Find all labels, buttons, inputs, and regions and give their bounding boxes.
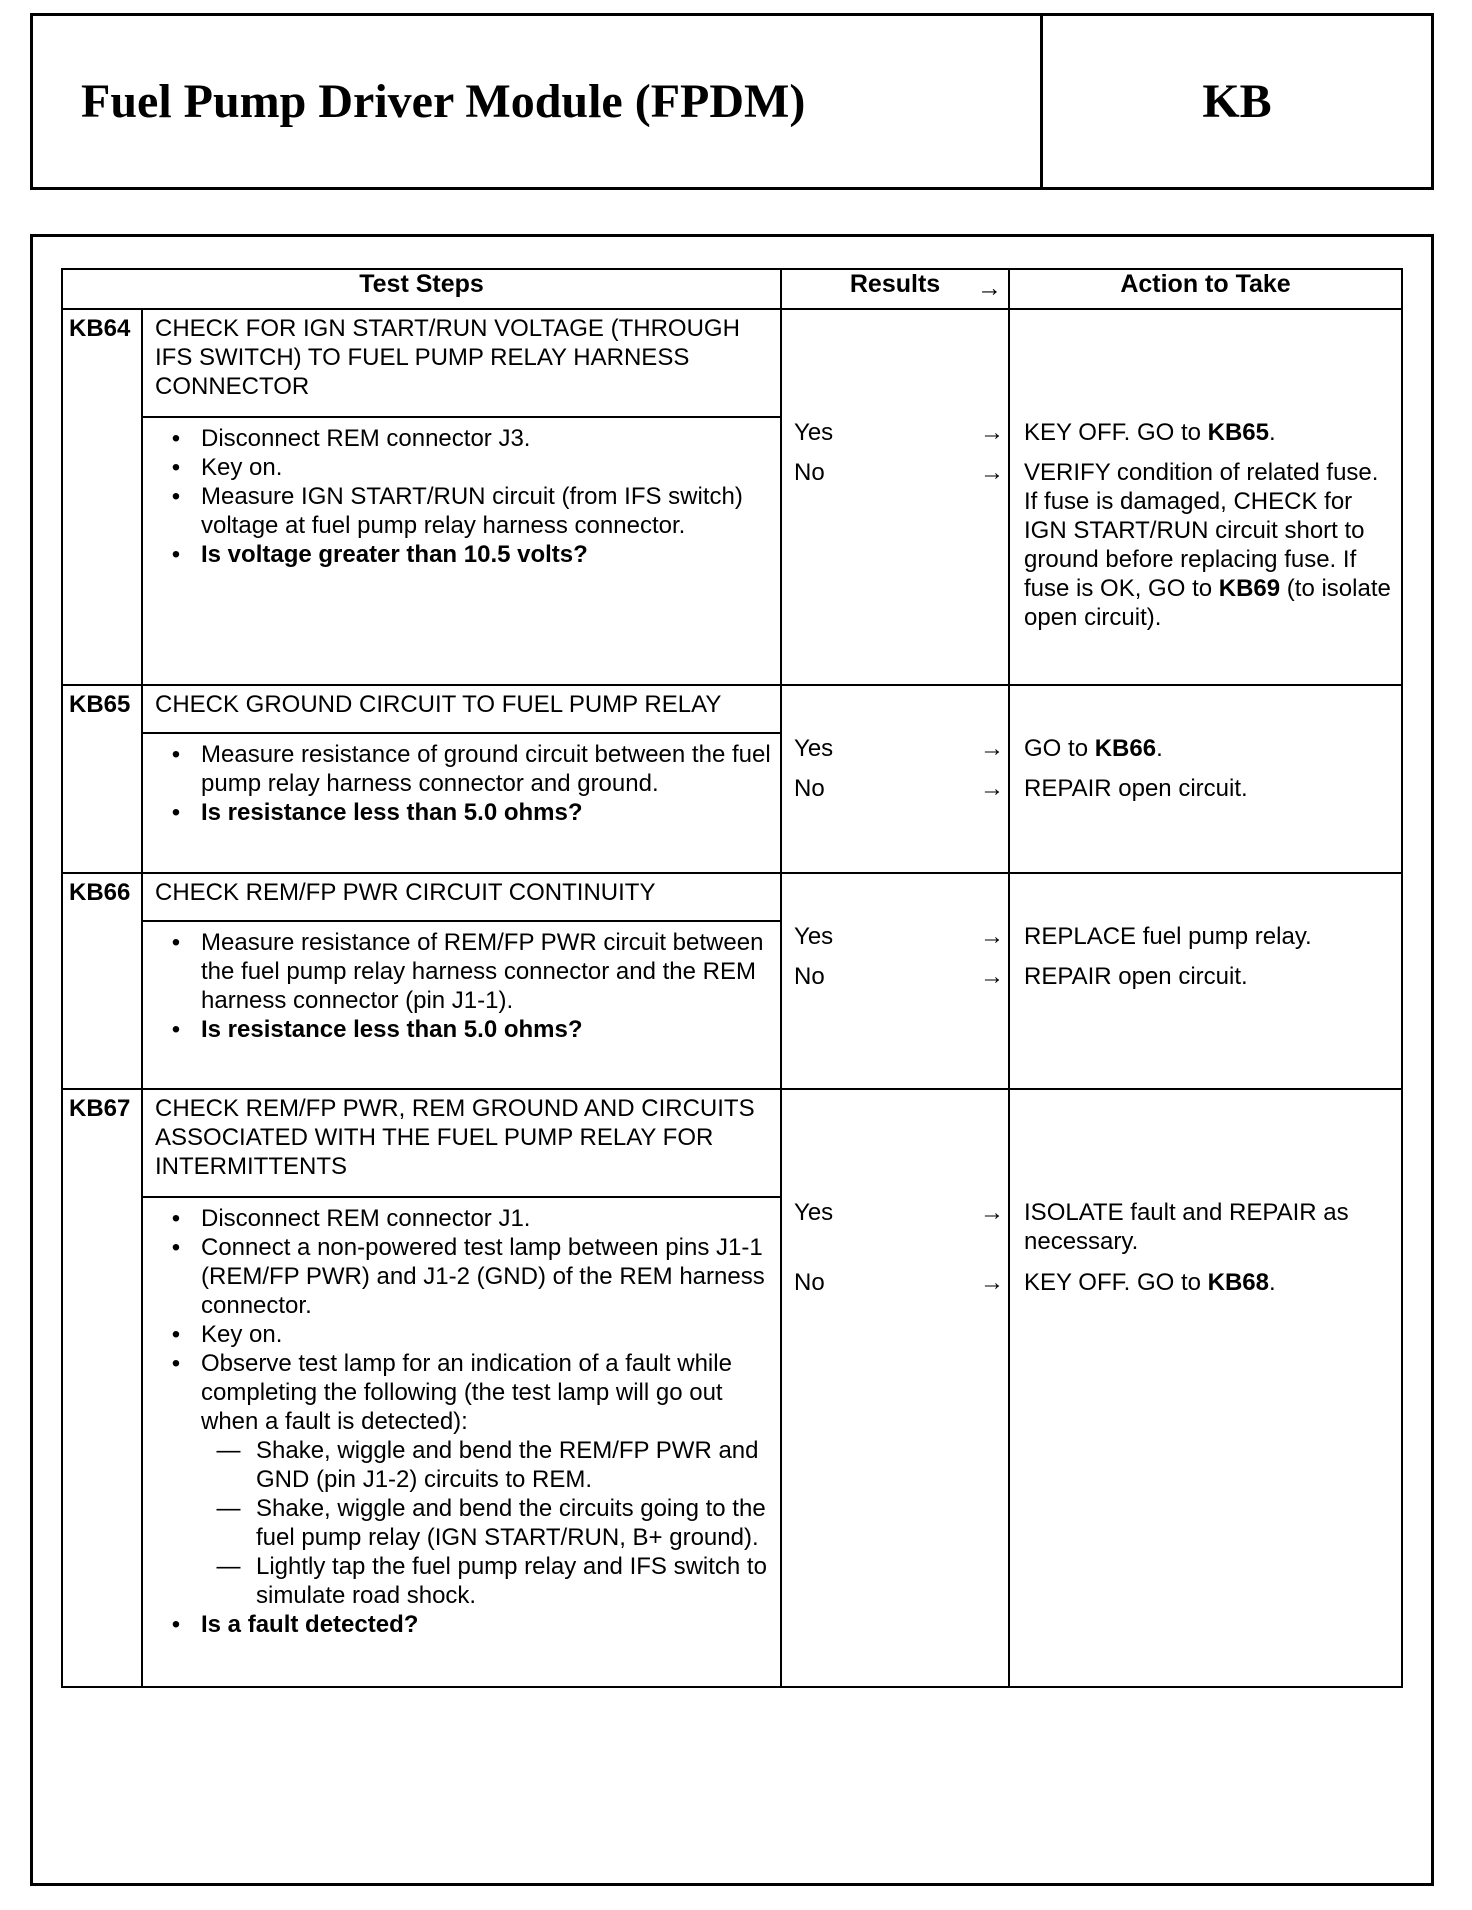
instruction: [151, 424, 772, 453]
step-title: CHECK REM/FP PWR CIRCUIT CONTINUITY: [142, 873, 781, 921]
action-text: [1024, 734, 1393, 763]
arrow-icon: →: [977, 274, 1003, 302]
step-title-row: [62, 685, 1402, 733]
instruction-text: Measure resistance of ground circuit between the fuel pump relay harness connector and ground.: [201, 741, 771, 797]
dash-marker: —: [216, 1495, 241, 1522]
step-id: KB64: [62, 309, 142, 685]
instruction-text: Shake, wiggle and bend the REM/FP PWR and GND (pin J1-2) circuits to REM.: [256, 1437, 759, 1493]
step-reference: KB69: [1218, 575, 1281, 602]
page-title: Fuel Pump Driver Module (FPDM): [33, 16, 1043, 187]
results-cell: [781, 873, 1009, 1089]
arrow-icon: →: [980, 1199, 1005, 1226]
action-cell: [1009, 1089, 1402, 1687]
bullet-marker: •: [171, 483, 181, 510]
instruction-text: Connect a non-powered test lamp between pins J1-1 (REM/FP PWR) and J1-2 (GND) of the REM harness connector.: [201, 1234, 765, 1319]
action-segment: .: [1268, 419, 1276, 446]
bullet-marker: •: [171, 741, 181, 768]
table-header-row: [62, 269, 1402, 309]
instruction-text: Is resistance less than 5.0 ohms?: [201, 799, 583, 826]
action-segment: KEY OFF. GO to: [1024, 419, 1208, 446]
col-header-results: [781, 269, 1009, 309]
instruction: [151, 740, 772, 798]
instruction: [151, 798, 772, 827]
result-label: Yes: [794, 735, 834, 762]
result-label: Yes: [794, 923, 834, 950]
action-segment: ISOLATE fault and REPAIR as necessary.: [1024, 1199, 1349, 1255]
action-text: [1024, 1198, 1393, 1256]
bullet-marker: •: [171, 1205, 181, 1232]
instruction-text: Is voltage greater than 10.5 volts?: [201, 541, 588, 568]
col-header-steps: Test Steps: [62, 269, 781, 309]
instruction: [151, 1233, 772, 1320]
bullet-marker: •: [171, 1350, 181, 1377]
instruction: [151, 1610, 772, 1639]
arrow-icon: →: [980, 963, 1005, 990]
instruction-text: Disconnect REM connector J1.: [201, 1205, 531, 1232]
sub-instruction: [151, 1494, 772, 1552]
bullet-marker: •: [171, 1016, 181, 1043]
result-label: No: [794, 1269, 825, 1296]
step-title: CHECK REM/FP PWR, REM GROUND AND CIRCUITS ASSOCIATED WITH THE FUEL PUMP RELAY FOR INTERMITTENTS: [142, 1089, 781, 1197]
arrow-icon: →: [980, 459, 1005, 486]
bullet-marker: •: [171, 929, 181, 956]
dash-marker: —: [216, 1553, 241, 1580]
arrow-icon: →: [980, 419, 1005, 446]
action-segment: KEY OFF. GO to: [1024, 1269, 1208, 1296]
instruction-text: Lightly tap the fuel pump relay and IFS switch to simulate road shock.: [256, 1553, 767, 1609]
action-segment: REPLACE fuel pump relay.: [1024, 923, 1312, 950]
step-reference: KB65: [1207, 419, 1269, 446]
instruction-text: Shake, wiggle and bend the circuits going to the fuel pump relay (IGN START/RUN, B+ ground).: [256, 1495, 766, 1551]
action-segment: (to isolate open circuit).: [1024, 575, 1391, 631]
results-cell: [781, 309, 1009, 685]
step-title-row: [62, 309, 1402, 417]
instruction-text: Key on.: [201, 1321, 283, 1348]
instruction-text: Measure resistance of REM/FP PWR circuit between the fuel pump relay harness connector and the REM harness connector (pin J1-1).: [201, 929, 764, 1014]
action-cell: [1009, 873, 1402, 1089]
instruction: [151, 1204, 772, 1233]
sub-instruction: [151, 1436, 772, 1494]
instruction: [151, 1015, 772, 1044]
result-label: No: [794, 459, 825, 486]
instruction-text: Is resistance less than 5.0 ohms?: [201, 1016, 583, 1043]
sub-instruction: [151, 1552, 772, 1610]
instruction-text: Is a fault detected?: [201, 1611, 419, 1638]
step-instructions: [142, 733, 781, 873]
bullet-marker: •: [171, 1611, 181, 1638]
step-title: CHECK GROUND CIRCUIT TO FUEL PUMP RELAY: [142, 685, 781, 733]
action-segment: REPAIR open circuit.: [1024, 775, 1248, 802]
bullet-marker: •: [171, 799, 181, 826]
step-title-row: [62, 1089, 1402, 1197]
action-cell: [1009, 685, 1402, 873]
step-reference: KB68: [1207, 1269, 1269, 1296]
instruction-text: Measure IGN START/RUN circuit (from IFS switch) voltage at fuel pump relay harness connector.: [201, 483, 743, 539]
arrow-icon: →: [980, 923, 1005, 950]
result-label: Yes: [794, 1199, 834, 1226]
action-segment: VERIFY condition of related fuse. If fuse is damaged, CHECK for IGN START/RUN circuit short to ground before replacing fuse. If fuse is OK, GO to: [1024, 459, 1379, 602]
action-text: [1024, 458, 1393, 632]
col-header-action: Action to Take: [1009, 269, 1402, 309]
action-text: [1024, 922, 1393, 951]
col-header-results-label: Results: [849, 270, 941, 298]
action-text: [1024, 774, 1393, 803]
step-instructions: [142, 921, 781, 1089]
step-id: KB66: [62, 873, 142, 1089]
action-text: [1024, 418, 1393, 447]
result-label: No: [794, 775, 825, 802]
instruction: [151, 453, 772, 482]
step-id: KB65: [62, 685, 142, 873]
bullet-marker: •: [171, 1321, 181, 1348]
instruction-text: Observe test lamp for an indication of a fault while completing the following (the test lamp will go out when a fault is detected):: [201, 1350, 732, 1435]
action-segment: .: [1268, 1269, 1276, 1296]
bullet-marker: •: [171, 1234, 181, 1261]
result-label: Yes: [794, 419, 834, 446]
action-text: [1024, 1268, 1393, 1297]
step-instructions: [142, 417, 781, 685]
diagnostic-table: [61, 268, 1403, 1688]
instruction-text: Key on.: [201, 454, 283, 481]
action-segment: .: [1156, 735, 1163, 762]
instruction: [151, 1320, 772, 1349]
instruction: [151, 482, 772, 540]
arrow-icon: →: [980, 1269, 1005, 1296]
bullet-marker: •: [171, 425, 181, 452]
step-instructions: [142, 1197, 781, 1687]
section-code: KB: [1202, 75, 1272, 128]
step-title: CHECK FOR IGN START/RUN VOLTAGE (THROUGH IFS SWITCH) TO FUEL PUMP RELAY HARNESS CONNECTOR: [142, 309, 781, 417]
instruction-text: Disconnect REM connector J3.: [201, 425, 531, 452]
instruction: [151, 540, 772, 569]
results-cell: [781, 685, 1009, 873]
result-label: No: [794, 963, 825, 990]
bullet-marker: •: [171, 541, 181, 568]
action-text: [1024, 962, 1393, 991]
dash-marker: —: [216, 1437, 241, 1464]
instruction: [151, 1349, 772, 1436]
action-segment: GO to: [1024, 735, 1095, 762]
results-cell: [781, 1089, 1009, 1687]
bullet-marker: •: [171, 454, 181, 481]
arrow-icon: →: [980, 735, 1005, 762]
page-header: [30, 13, 1434, 190]
step-reference: KB66: [1094, 735, 1157, 762]
action-segment: REPAIR open circuit.: [1024, 963, 1248, 990]
step-id: KB67: [62, 1089, 142, 1687]
step-title-row: [62, 873, 1402, 921]
instruction: [151, 928, 772, 1015]
action-cell: [1009, 309, 1402, 685]
arrow-icon: →: [980, 775, 1005, 802]
